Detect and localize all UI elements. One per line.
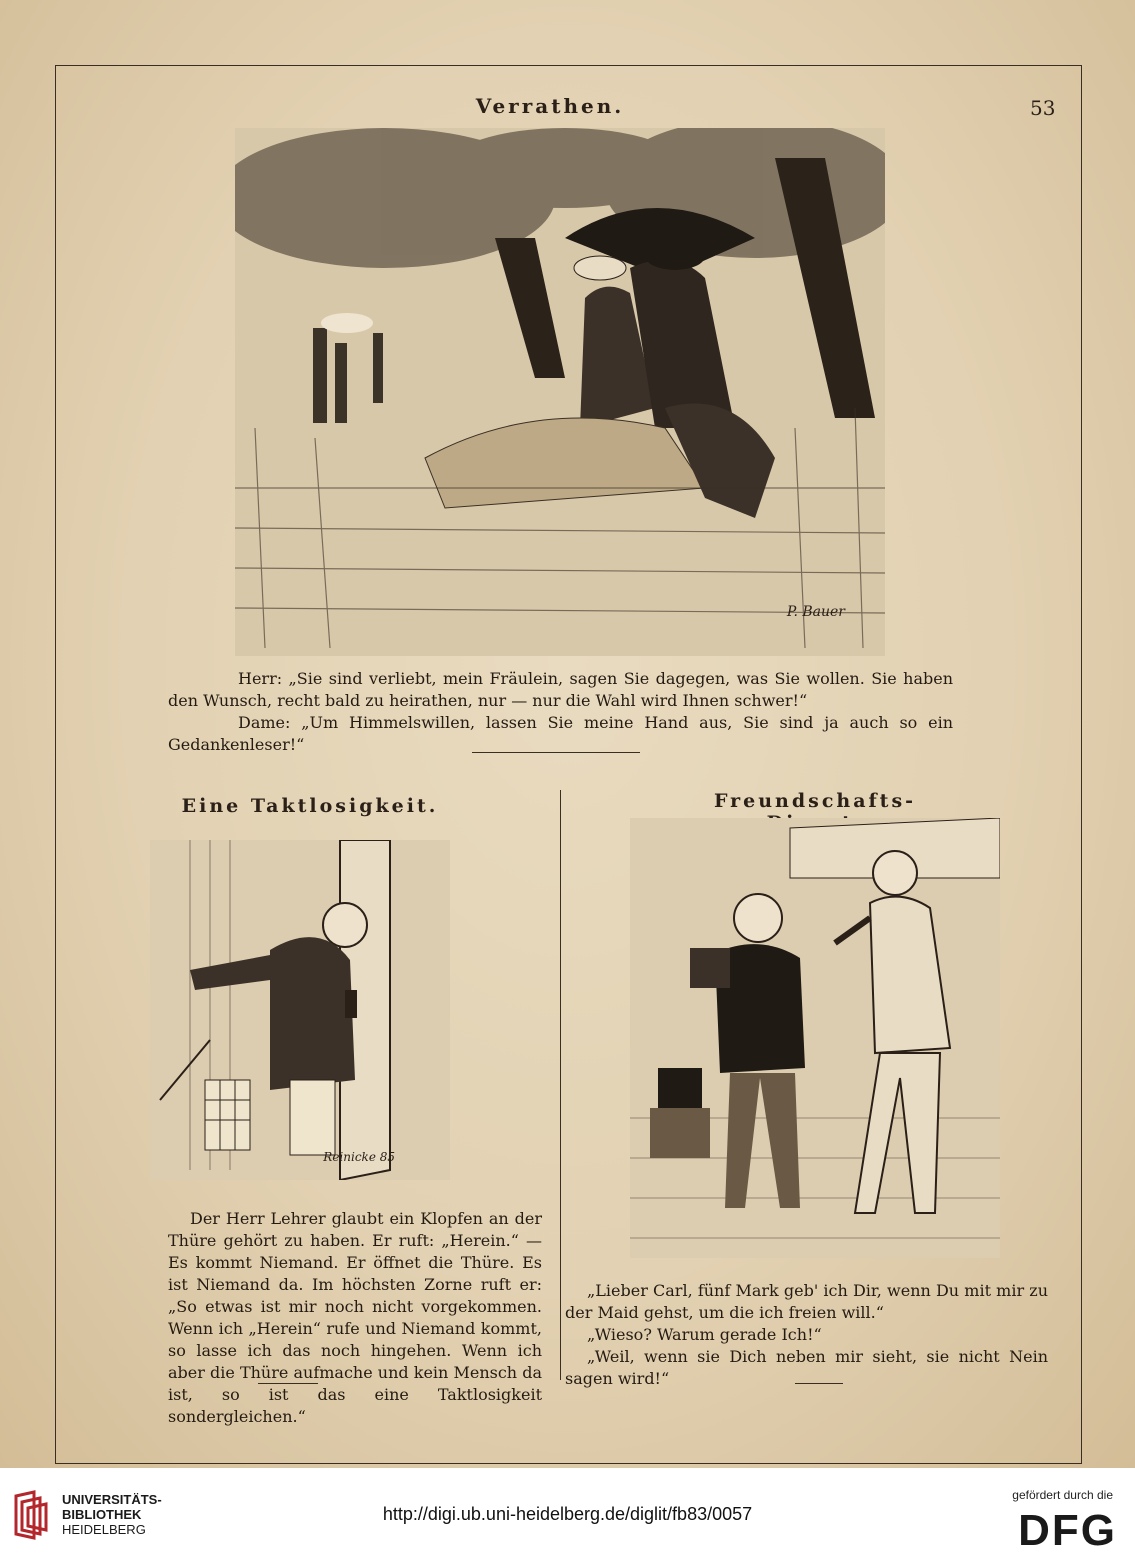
left-caption (168, 1208, 542, 1428)
dfg-logo: DFG (1018, 1506, 1117, 1555)
friends-illustration (630, 818, 1000, 1258)
right-section-title: Freundschafts- (713, 790, 917, 812)
right-caption (565, 1280, 1048, 1390)
caption-line-dame: Dame: „Um Himmelswillen, lassen Sie meine Hand aus, Sie sind ja auch so ein Gedankenleser!“ (168, 713, 953, 754)
right-caption-line-2: „Wieso? Warum gerade Ich!“ (587, 1325, 822, 1344)
top-caption (168, 668, 953, 756)
institution-line-3: HEIDELBERG (62, 1522, 146, 1537)
institution-line-2: BIBLIOTHEK (62, 1507, 142, 1522)
funding-label: gefördert durch die (1012, 1488, 1113, 1502)
left-section-title: Eine Taktlosigkeit. (181, 795, 439, 817)
column-divider (560, 790, 561, 1380)
teacher-at-door-icon (150, 840, 450, 1180)
left-caption-text: Der Herr Lehrer glaubt ein Klopfen an der Thüre gehört zu haben. Er ruft: „Herein.“ — Es kommt Niemand. Er öffnet die Thüre. Es ist Niemand da. Im höchsten Zorne ruft er: „So etwas ist mir noch nicht vorgekommen. Wenn ich „Herein“ rufe und Niemand kommt, so lasse ich das noch hingehen. Wenn ich aber die Thüre aufmache und kein Mensch da ist, so ist das eine Taktlosigkeit sondergleichen.“ (168, 1209, 542, 1426)
two-gentlemen-icon (630, 818, 1000, 1258)
teacher-illustration (150, 840, 450, 1180)
page-title: Verrathen. (475, 94, 625, 118)
left-end-rule (258, 1383, 318, 1384)
caption-line-herr: Herr: „Sie sind verliebt, mein Fräulein, sagen Sie dagegen, was Sie wollen. Sie haben den Wunsch, recht bald zu heirathen, nur — nur die Wahl wird Ihnen schwer!“ (168, 669, 953, 710)
courting-couple-engraving-icon (235, 128, 885, 656)
right-caption-line-1: „Lieber Carl, fünf Mark geb' ich Dir, wenn Du mit mir zu der Maid gehst, um die ich freien will.“ (565, 1281, 1048, 1322)
institution-line-1: UNIVERSITÄTS- (62, 1492, 162, 1507)
right-caption-line-3: „Weil, wenn sie Dich neben mir sieht, sie nicht Nein sagen wird!“ (565, 1347, 1048, 1388)
teacher-illustration-signature: Reinicke 85 (323, 1150, 395, 1164)
page-number: 53 (1030, 96, 1056, 120)
source-url-link[interactable]: http://digi.ub.uni-heidelberg.de/diglit/fb83/0057 (382, 1504, 753, 1524)
right-end-rule (795, 1383, 843, 1384)
footer-bar (0, 1468, 1135, 1563)
section-divider (472, 752, 640, 753)
top-illustration-signature: P. Bauer (786, 604, 845, 620)
top-illustration (235, 128, 885, 656)
